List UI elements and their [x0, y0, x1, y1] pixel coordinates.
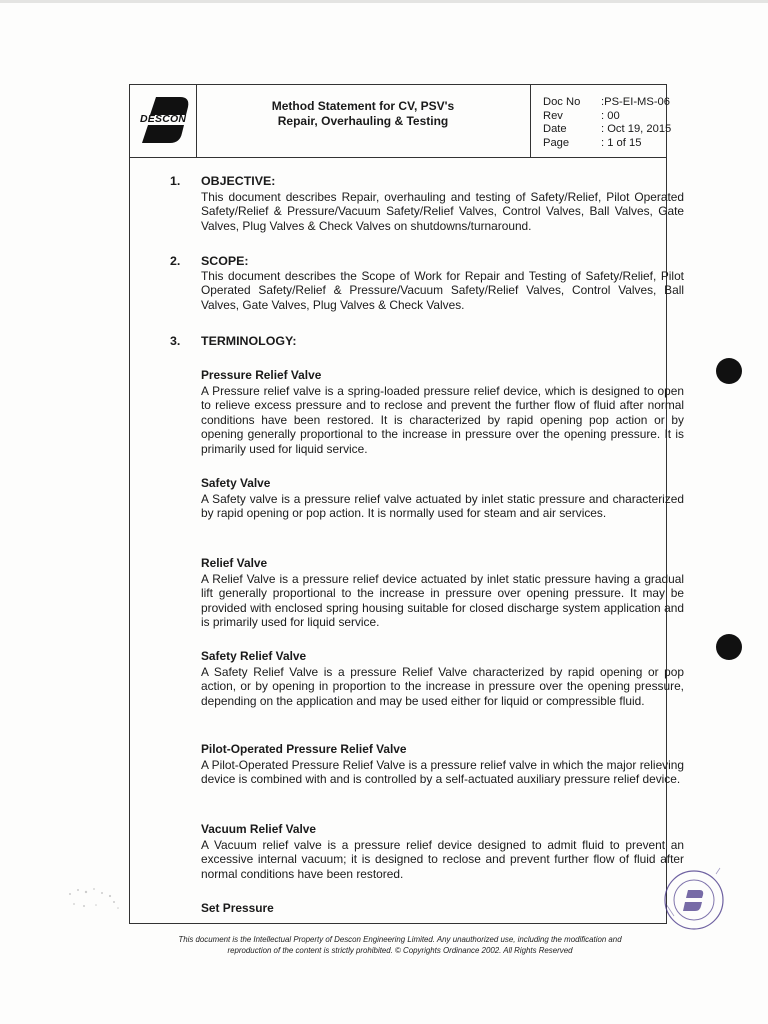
descon-logo	[136, 93, 194, 147]
punch-hole	[716, 634, 742, 660]
term-text: A Pilot-Operated Pressure Relief Valve is a pressure relief valve in which the major relieving device is combined with and is controlled by a self-actuated auxiliary pressure relief device.	[201, 758, 684, 787]
title-line-2: Repair, Overhauling & Testing	[277, 114, 449, 128]
logo-text: DESCON	[140, 113, 187, 125]
meta-value: : 00	[601, 109, 620, 122]
document-meta	[543, 96, 671, 150]
meta-label: Rev	[543, 109, 563, 122]
term-text: A Safety Relief Valve is a pressure Relief Valve characterized by rapid opening or pop action, or by opening in proportion to the increase in pressure over the opening pressure, depending on the application and may be used either for liquid or compressible fluid.	[201, 665, 684, 708]
section-number: 2.	[170, 254, 181, 268]
term-text: A Vacuum relief valve is a pressure relief device designed to admit fluid to prevent an excessive internal vacuum; it is designed to reclose and prevent further flow of fluid after normal conditions have been restored.	[201, 838, 684, 881]
footer-line-2: reproduction of the content is strictly prohibited. © Copyrights Ordinance 2002. All Rights Reserved	[227, 946, 573, 955]
punch-hole	[716, 358, 742, 384]
meta-label: Date	[543, 123, 567, 136]
section-number: 1.	[170, 174, 181, 188]
meta-row-page	[543, 137, 671, 151]
term-title: Safety Valve	[201, 476, 271, 490]
meta-label: Doc No	[543, 96, 581, 108]
term-title: Pilot-Operated Pressure Relief Valve	[201, 742, 407, 756]
term-text: A Safety valve is a pressure relief valve actuated by inlet static pressure and characterized by rapid opening or pop action. It is normally used for steam and air services.	[201, 492, 684, 521]
term-text: A Pressure relief valve is a spring-loaded pressure relief device, which is designed to open to relieve excess pressure and to reclose and prevent the further flow of fluid after normal conditions have been restored. It is characterized by rapid opening pop action or by opening generally proportional to the increase in pressure over the opening pressure. It is primarily used for liquid service.	[201, 384, 684, 456]
term-title: Safety Relief Valve	[201, 649, 307, 663]
section-heading-scope: SCOPE:	[201, 254, 249, 268]
section-heading-objective: OBJECTIVE:	[201, 174, 276, 188]
section-heading-terminology: TERMINOLOGY:	[201, 334, 297, 348]
term-text: A Relief Valve is a pressure relief device actuated by inlet static pressure having a gradual lift generally proportional to the increase in pressure over opening pressure. It may be provided with enclosed spring housing suitable for closed discharge system application and is primarily used for liquid service.	[201, 572, 684, 630]
title-line-1: Method Statement for CV, PSV's	[271, 99, 455, 113]
meta-label: Page	[543, 136, 570, 149]
scan-edge	[0, 0, 768, 3]
document-header	[129, 84, 672, 158]
document-footer	[100, 934, 700, 956]
meta-row-date	[543, 123, 671, 137]
scan-smudge	[60, 880, 130, 925]
section-number: 3.	[170, 334, 181, 348]
term-title: Pressure Relief Valve	[201, 368, 322, 382]
document-title	[196, 99, 530, 129]
meta-row-rev	[543, 110, 671, 124]
logo-cell	[130, 85, 197, 157]
footer-line-1: This document is the Intellectual Property of Descon Engineering Limited. Any unauthorized use, including the modification and	[178, 935, 622, 944]
section-text-objective: This document describes Repair, overhauling and testing of Safety/Relief, Pilot Operated Safety/Relief & Pressure/Vacuum Safety/Relief Valves, Control Valves, Ball Valves, Gate Valves, Plug Valves & Check Valves on shutdowns/turnaround.	[201, 190, 684, 233]
term-title: Vacuum Relief Valve	[201, 822, 317, 836]
term-title: Set Pressure	[201, 901, 274, 915]
section-text-scope: This document describes the Scope of Work for Repair and Testing of Safety/Relief, Pilot Operated Safety/Relief & Pressure/Vacuum Safety/Relief Valves, Control Valves, Ball Valves, Gate Valves, Plug Valves & Check Valves.	[201, 269, 684, 312]
meta-value: : 1 of 15	[601, 136, 642, 149]
company-stamp	[660, 864, 726, 939]
meta-row-doc-no	[543, 96, 671, 110]
meta-value: : Oct 19, 2015	[601, 123, 672, 136]
meta-value: :PS-EI-MS-06	[601, 96, 671, 108]
term-title: Relief Valve	[201, 556, 268, 570]
